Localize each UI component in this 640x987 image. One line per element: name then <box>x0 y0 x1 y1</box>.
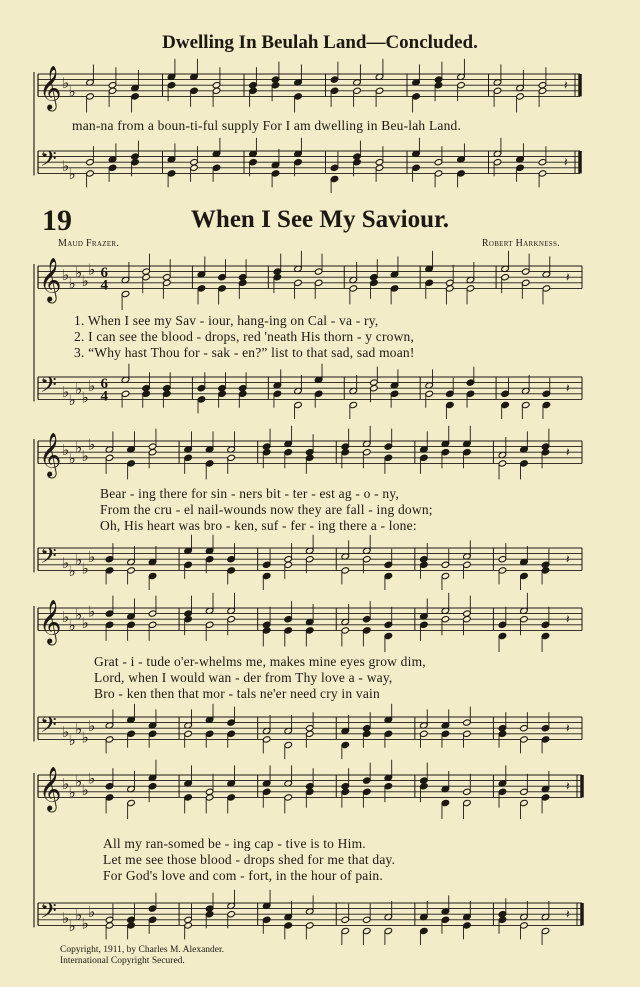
flat-icon: ♭ <box>88 548 96 567</box>
flat-icon: ♭ <box>62 266 70 285</box>
time-signature-bottom: 4 <box>100 388 108 405</box>
flat-icon: ♭ <box>88 717 96 736</box>
flat-icon: ♭ <box>62 553 70 572</box>
hymn-number: 19 <box>42 204 72 237</box>
flat-icon: ♭ <box>62 382 70 401</box>
flat-icon: ♭ <box>68 616 76 635</box>
verse-line: Bro - ken then that mor - tals ne'er need cry in vain <box>94 686 380 701</box>
flat-icon: ♭ <box>81 914 89 933</box>
treble-clef-icon: 𝄞 <box>39 257 62 302</box>
flat-icon: ♭ <box>62 775 70 794</box>
flat-icon: ♭ <box>68 562 76 581</box>
treble-clef-icon: 𝄞 <box>39 599 62 644</box>
verse-line: From the cru - el nail-wounds now they are fall - ing down; <box>100 502 433 517</box>
bass-clef-icon: 𝄢 <box>40 372 57 403</box>
flat-icon: ♭ <box>62 722 70 741</box>
verse-line: For God's love and com - fort, in the hour of pain. <box>103 868 383 883</box>
flat-icon: ♭ <box>88 260 96 279</box>
quarter-rest-icon: 𝄽 <box>566 907 570 922</box>
flat-icon: ♭ <box>81 271 89 290</box>
flat-icon: ♭ <box>62 608 70 627</box>
quarter-rest-icon: 𝄽 <box>566 552 570 567</box>
quarter-rest-icon: 𝄽 <box>566 779 570 794</box>
previous-hymn-title: Dwelling In Beulah Land—Concluded. <box>162 32 478 53</box>
flat-icon: ♭ <box>75 720 83 738</box>
time-signature-bottom: 4 <box>100 277 108 294</box>
flat-icon: ♭ <box>75 263 83 282</box>
verse-line: Bear - ing there for sin - ners bit - ter - est ag - o - ny, <box>100 486 400 501</box>
copyright-secured: International Copyright Secured. <box>60 956 185 966</box>
flat-icon: ♭ <box>81 559 89 578</box>
verse-line: 2. I can see the blood - drops, red 'neath His thorn - y crown, <box>74 329 415 344</box>
quarter-rest-icon: 𝄽 <box>564 155 568 170</box>
quarter-rest-icon: 𝄽 <box>564 78 568 93</box>
flat-icon: ♭ <box>68 165 76 184</box>
flat-icon: ♭ <box>88 602 96 621</box>
treble-clef-icon: 𝄞 <box>39 766 62 811</box>
flat-icon: ♭ <box>62 441 70 460</box>
flat-icon: ♭ <box>81 780 89 799</box>
verse-line: 1. When I see my Sav - iour, hang-ing on Cal - va - ry, <box>74 313 379 328</box>
flat-icon: ♭ <box>81 728 89 747</box>
bass-clef-icon: 𝄢 <box>40 543 57 574</box>
verse-line: Let me see those blood - drops shed for me that day. <box>103 852 396 867</box>
hymn-title: When I See My Saviour. <box>190 206 450 233</box>
verse-line: 3. “Why hast Thou for - sak - en?” list to that sad, sad moan! <box>74 345 415 360</box>
flat-icon: ♭ <box>62 156 70 175</box>
flat-icon: ♭ <box>81 388 89 407</box>
flat-icon: ♭ <box>75 438 83 457</box>
time-signature-top: 6 <box>100 265 108 282</box>
quarter-rest-icon: 𝄽 <box>566 445 570 460</box>
flat-icon: ♭ <box>81 446 89 465</box>
flat-icon: ♭ <box>68 731 76 750</box>
flat-icon: ♭ <box>75 551 83 569</box>
flat-icon: ♭ <box>68 783 76 802</box>
flat-icon: ♭ <box>88 377 96 396</box>
quarter-rest-icon: 𝄽 <box>566 612 570 627</box>
flat-icon: ♭ <box>81 613 89 632</box>
bass-clef-icon: 𝄢 <box>40 146 57 177</box>
quarter-rest-icon: 𝄽 <box>566 270 570 285</box>
quarter-rest-icon: 𝄽 <box>566 381 570 396</box>
flat-icon: ♭ <box>75 605 83 624</box>
flat-icon: ♭ <box>68 917 76 936</box>
flat-icon: ♭ <box>88 903 96 922</box>
flat-icon: ♭ <box>88 435 96 454</box>
flat-icon: ♭ <box>68 449 76 468</box>
flat-icon: ♭ <box>62 908 70 927</box>
verse-line: All my ran-somed be - ing cap - tive is to Him. <box>103 836 366 851</box>
flat-icon: ♭ <box>75 772 83 791</box>
words-author: Maud Frazer. <box>58 238 120 249</box>
verse-line: Lord, when I would wan - der from Thy love a - way, <box>94 670 393 685</box>
flat-icon: ♭ <box>75 906 83 924</box>
verse-line: Oh, His heart was bro - ken, suf - fer - ing there a - lone: <box>100 518 417 533</box>
treble-clef-icon: 𝄞 <box>39 65 62 110</box>
quarter-rest-icon: 𝄽 <box>566 721 570 736</box>
treble-clef-icon: 𝄞 <box>39 432 62 477</box>
previous-hymn-lyric: man-na from a boun-ti-ful supply For I am dwelling in Beu-lah Land. <box>72 118 462 133</box>
flat-icon: ♭ <box>62 74 70 93</box>
bass-clef-icon: 𝄢 <box>40 898 57 929</box>
music-composer: Robert Harkness. <box>481 238 560 249</box>
verse-line: Grat - i - tude o'er-whelms me, makes mine eyes grow dim, <box>94 654 426 669</box>
flat-icon: ♭ <box>75 380 83 398</box>
flat-icon: ♭ <box>68 274 76 293</box>
copyright-notice: Copyright, 1911, by Charles M. Alexander. <box>60 945 225 955</box>
flat-icon: ♭ <box>68 82 76 101</box>
flat-icon: ♭ <box>88 769 96 788</box>
time-signature-top: 6 <box>100 376 108 393</box>
bass-clef-icon: 𝄢 <box>40 712 57 743</box>
flat-icon: ♭ <box>68 391 76 410</box>
